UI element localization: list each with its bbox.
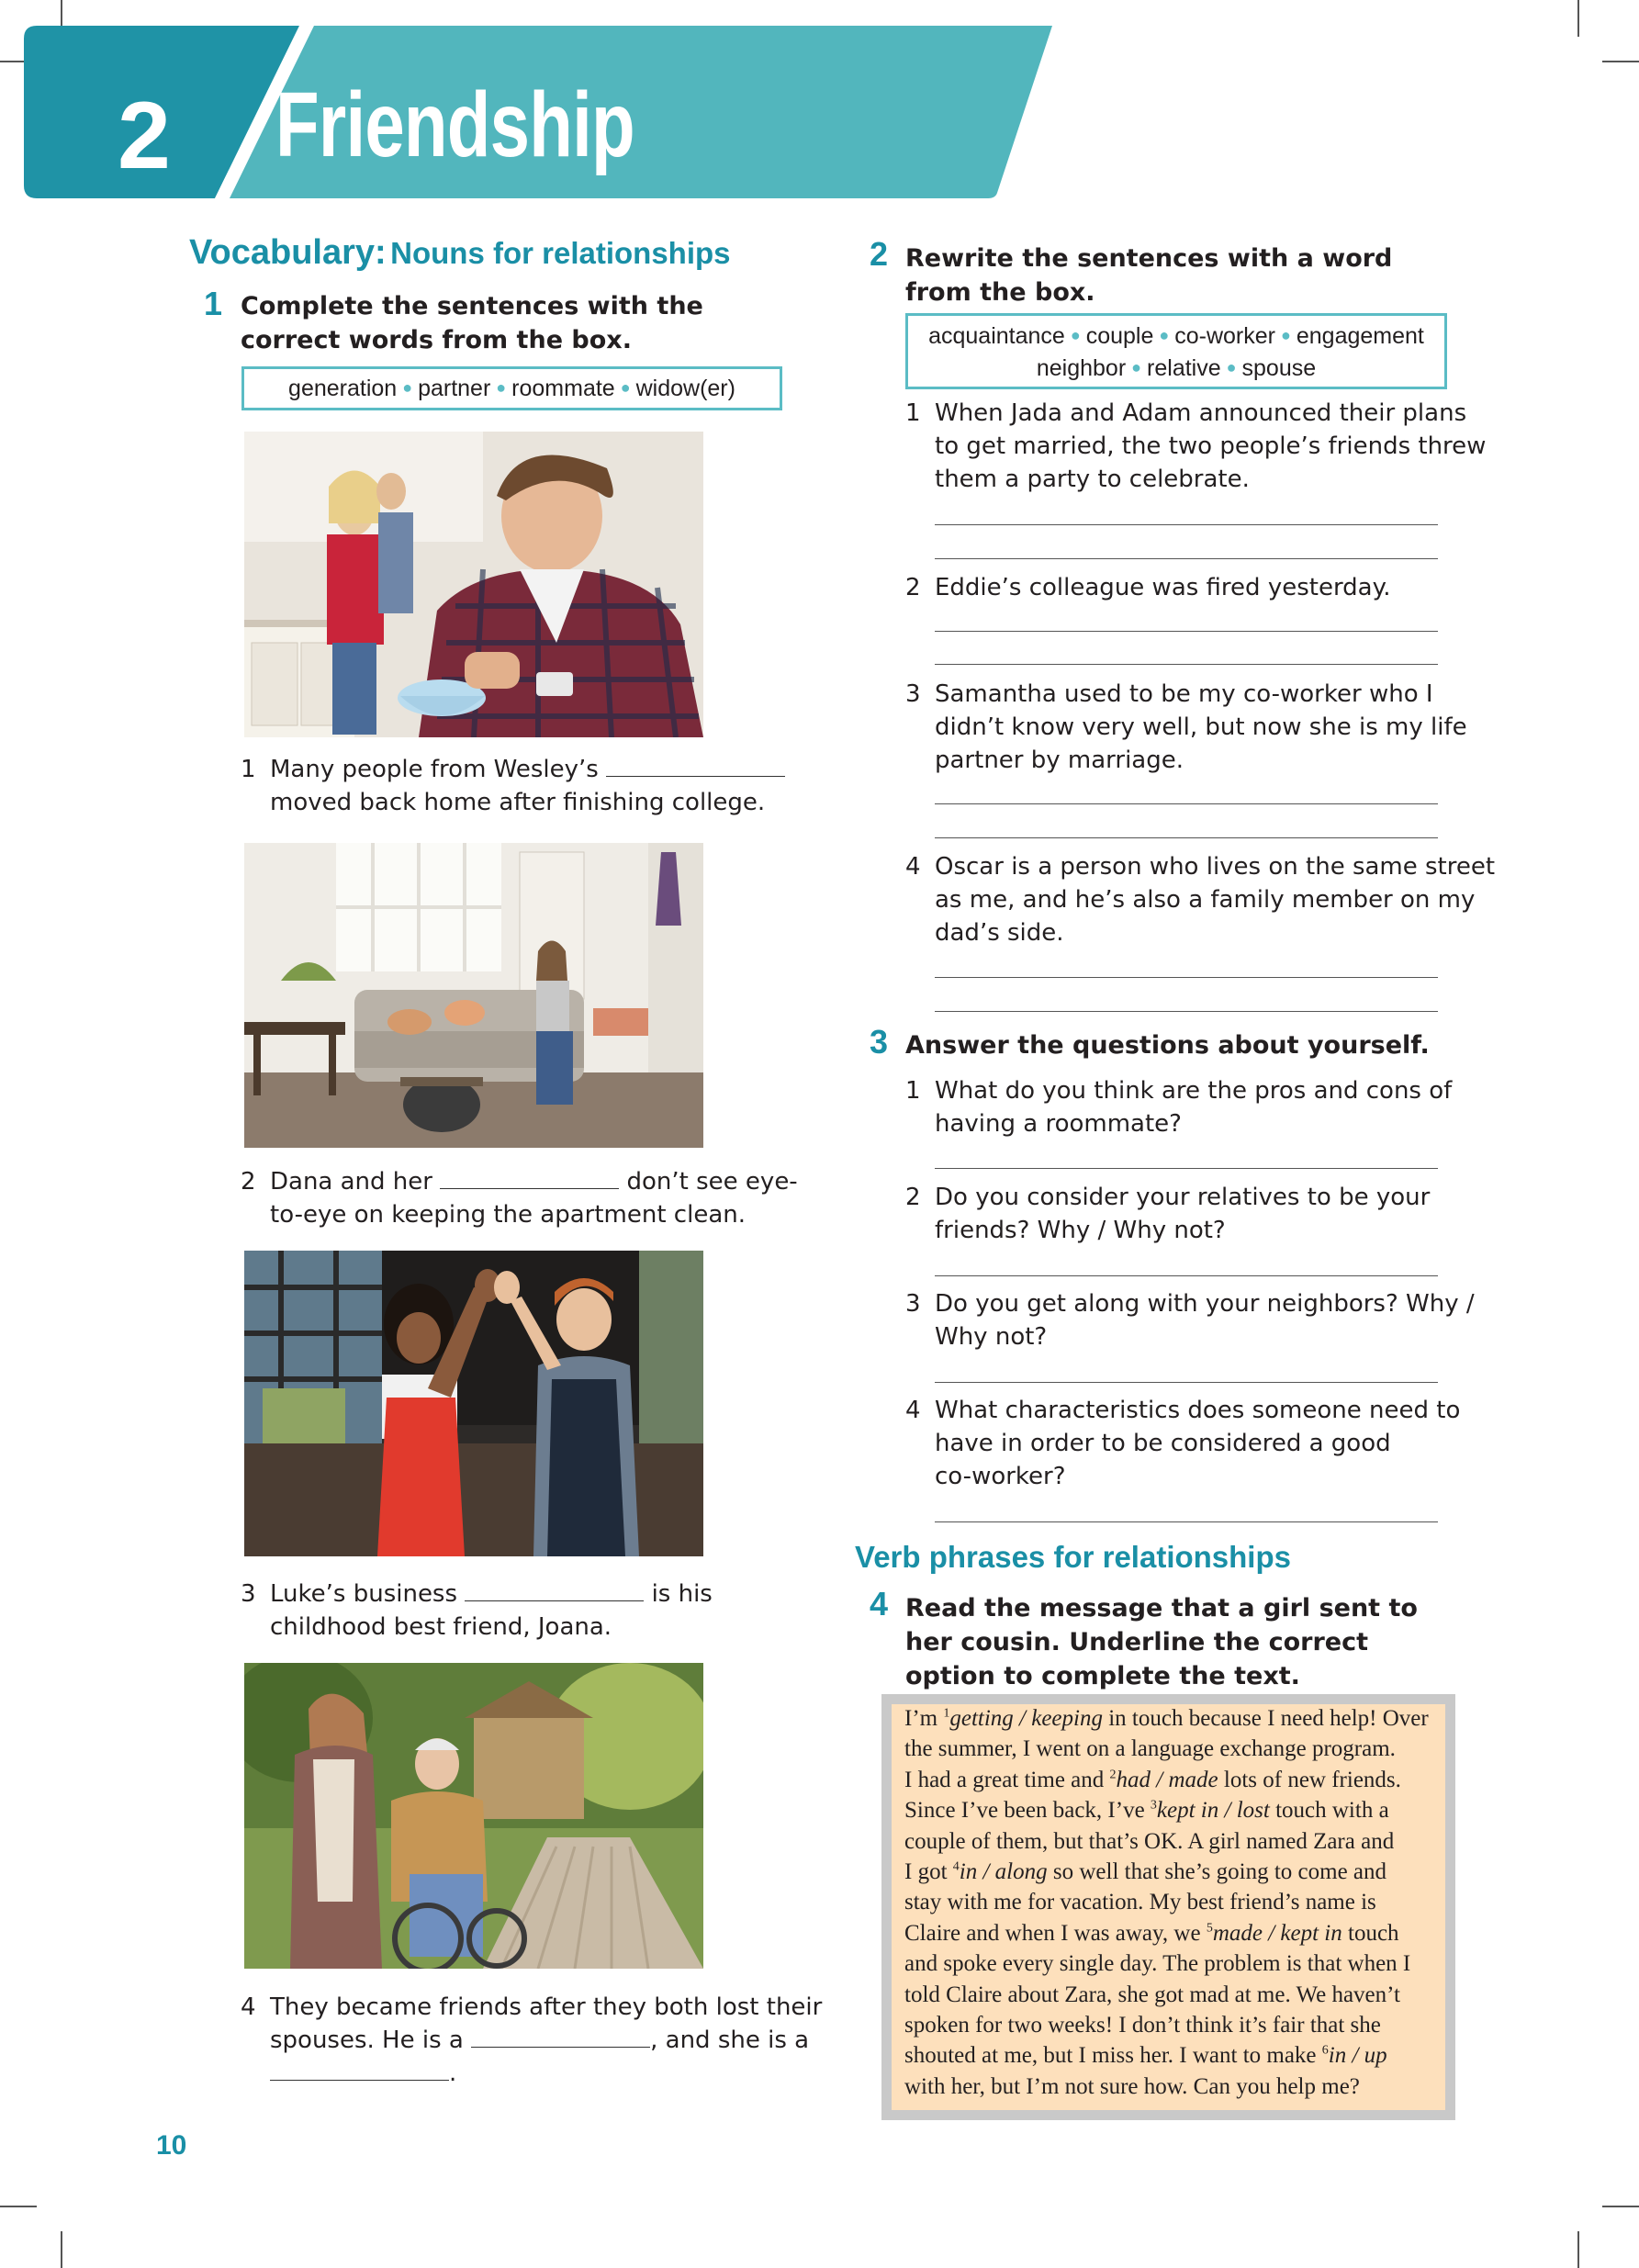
message-segment: the summer, I went on a language exchange program. [904, 1736, 1396, 1762]
message-line [904, 1918, 1446, 1948]
bullet-separator: ● [1159, 326, 1170, 344]
message-line [904, 2072, 1446, 2102]
answer-blank[interactable] [471, 2046, 650, 2048]
word-box-row [908, 321, 1444, 354]
option-choice[interactable]: kept in / lost [1156, 1798, 1270, 1824]
item-number: 2 [241, 1168, 256, 1196]
message-line [904, 1703, 1446, 1734]
bullet-separator: ● [1070, 326, 1081, 344]
item-line: Oscar is a person who lives on the same street [935, 853, 1496, 881]
exercise-number: 1 [204, 285, 223, 322]
crop-mark [0, 2206, 37, 2207]
box-word: generation [288, 376, 398, 401]
bullet-separator: ● [1131, 358, 1142, 376]
item-text [935, 397, 1486, 496]
item-text [935, 571, 1391, 604]
item-text-after: is his [651, 1580, 713, 1608]
item-text [935, 850, 1495, 949]
exercise-2-item-2 [905, 571, 1456, 608]
message-segment: I had a great time and [904, 1767, 1110, 1792]
word-box-row [908, 354, 1444, 386]
item-line: partner by marriage. [935, 747, 1184, 774]
box-word: engagement [1296, 323, 1424, 349]
item-text-after: , and she is a [650, 2027, 810, 2054]
exercise-2-item-3 [905, 678, 1467, 779]
item-line: When Jada and Adam announced their plans [935, 399, 1467, 427]
gap-number: 1 [943, 1706, 950, 1721]
item-text-after-2: childhood best friend, Joana. [270, 1613, 612, 1641]
item-text-before: Many people from Wesley’s [270, 756, 599, 783]
item-number: 1 [241, 756, 256, 783]
message-segment: stay with me for vacation. My best friend’s name is [904, 1890, 1376, 1915]
crop-mark [61, 2231, 62, 2268]
message-line [904, 1734, 1446, 1764]
message-line [904, 1795, 1446, 1825]
photo-kitchen-breakfast [244, 432, 703, 737]
item-text [270, 753, 785, 819]
item-text [935, 678, 1467, 777]
answer-line[interactable] [935, 1521, 1438, 1522]
item-line: Why not? [935, 1323, 1048, 1351]
word-box [241, 366, 782, 410]
item-text [270, 1577, 713, 1644]
answer-blank[interactable] [270, 2079, 449, 2081]
option-choice[interactable]: getting / keeping [949, 1706, 1103, 1731]
message-line [904, 2010, 1446, 2040]
exercise-3-item-1 [905, 1074, 1456, 1142]
exercise-instruction: Complete the sentences with the correct words from the box. [241, 292, 703, 354]
item-number: 2 [905, 574, 921, 601]
item-text-after-2: to-eye on keeping the apartment clean. [270, 1201, 746, 1229]
message-segment: Claire and when I was away, we [904, 1920, 1207, 1946]
box-word: widow(er) [635, 376, 735, 401]
box-word: spouse [1241, 355, 1317, 381]
item-number: 4 [905, 853, 921, 881]
gap-number: 3 [1150, 1798, 1157, 1813]
message-segment: in touch because I need help! Over [1102, 1706, 1429, 1731]
answer-line[interactable] [935, 631, 1438, 632]
message-line [904, 1826, 1446, 1857]
message-segment: so well that she’s going to come and [1047, 1859, 1387, 1885]
answer-line[interactable] [935, 1382, 1438, 1383]
photo-park-wheelchair [244, 1663, 703, 1969]
item-text [935, 1394, 1460, 1493]
exercise-3-item-2 [905, 1181, 1456, 1249]
item-line: What do you think are the pros and cons of [935, 1077, 1453, 1105]
exercise-1-item-4 [241, 1991, 823, 2090]
box-word: relative [1147, 355, 1221, 381]
message-line [904, 1857, 1446, 1887]
item-text [270, 1991, 822, 2090]
gap-number: 2 [1109, 1768, 1117, 1782]
item-text-before: spouses. He is a [270, 2027, 464, 2054]
item-number: 4 [241, 1993, 256, 2021]
message-segment: Since I’ve been back, I’ve [904, 1798, 1151, 1824]
item-line: to get married, the two people’s friends threw [935, 432, 1487, 460]
message-line [904, 1980, 1446, 2010]
answer-line[interactable] [935, 977, 1438, 978]
item-text-end: . [449, 2060, 457, 2087]
answer-line[interactable] [935, 1275, 1438, 1276]
item-line: Samantha used to be my co-worker who I [935, 680, 1433, 708]
message-segment: with her, but I’m not sure how. Can you help me? [904, 2073, 1360, 2099]
answer-blank[interactable] [440, 1187, 619, 1189]
message-line [904, 1948, 1446, 1979]
bullet-separator: ● [1281, 326, 1291, 344]
item-text [935, 1181, 1430, 1247]
answer-line[interactable] [935, 1011, 1438, 1012]
box-word: couple [1085, 323, 1154, 349]
exercise-1-item-3 [241, 1577, 791, 1644]
box-word: neighbor [1036, 355, 1127, 381]
item-line: Do you get along with your neighbors? Why / [935, 1290, 1475, 1318]
item-number: 1 [905, 399, 921, 427]
page-number: 10 [156, 2130, 187, 2161]
answer-line[interactable] [935, 837, 1438, 838]
gap-number: 5 [1206, 1921, 1213, 1936]
answer-line[interactable] [935, 558, 1438, 559]
answer-line[interactable] [935, 1168, 1438, 1169]
answer-blank[interactable] [606, 775, 785, 777]
message-segment: and spoke every single day. The problem is that when I [904, 1951, 1411, 1977]
box-word: acquaintance [928, 323, 1065, 349]
item-text-before: Luke’s business [270, 1580, 458, 1608]
answer-line[interactable] [935, 803, 1438, 804]
item-number: 3 [905, 1290, 921, 1318]
item-line: didn’t know very well, but now she is my life [935, 713, 1467, 741]
item-number: 1 [905, 1077, 921, 1105]
item-text-after: don’t see eye- [626, 1168, 798, 1196]
item-line: friends? Why / Why not? [935, 1217, 1226, 1244]
item-text [935, 1074, 1452, 1140]
exercise-instruction: Read the message that a girl sent to her cousin. Underline the correct option to complete the text. [905, 1594, 1418, 1690]
exercise-3-item-4 [905, 1394, 1461, 1495]
section-heading-sub: Nouns for relationships [390, 236, 731, 270]
exercise-number: 4 [870, 1585, 889, 1622]
item-line: as me, and he’s also a family member on my [935, 886, 1476, 914]
message-line [904, 1887, 1446, 1917]
bullet-separator: ● [620, 378, 631, 397]
gap-number: 4 [952, 1859, 960, 1874]
section-heading-bold: Vocabulary: [189, 233, 387, 272]
item-text-after: moved back home after finishing college. [270, 789, 766, 816]
item-number: 4 [905, 1397, 921, 1424]
section-heading-vocabulary [189, 233, 731, 273]
message-segment: shouted at me, but I miss her. I want to make [904, 2043, 1322, 2069]
answer-blank[interactable] [465, 1600, 644, 1601]
word-box [905, 313, 1447, 389]
exercise-instruction: Answer the questions about yourself. [905, 1031, 1430, 1060]
bullet-separator: ● [1226, 358, 1237, 376]
box-word: roommate [511, 376, 615, 401]
message-segment: touch [1342, 1920, 1399, 1946]
item-text [935, 1287, 1475, 1353]
exercise-2-item-4 [905, 850, 1496, 951]
crop-mark [1577, 0, 1579, 37]
item-text-line-1: They became friends after they both lost their [270, 1993, 823, 2021]
unit-title: Friendship [275, 73, 634, 176]
item-line: Eddie’s colleague was fired yesterday. [935, 574, 1391, 601]
photo-messy-living-room [244, 843, 703, 1148]
exercise-number: 2 [870, 235, 889, 273]
message-segment: lots of new friends. [1218, 1767, 1401, 1792]
exercise-2-item-1 [905, 397, 1487, 498]
crop-mark [1602, 61, 1639, 62]
option-choice[interactable]: made / kept in [1212, 1920, 1342, 1946]
item-line: have in order to be considered a good [935, 1430, 1391, 1457]
message-line [904, 1765, 1446, 1795]
bullet-separator: ● [496, 378, 507, 397]
exercise-1-item-2 [241, 1165, 798, 1231]
crop-mark [1602, 2206, 1639, 2207]
box-word: partner [418, 376, 491, 401]
item-line: Do you consider your relatives to be your [935, 1184, 1431, 1211]
exercise-1-item-1 [241, 753, 791, 819]
item-line: having a roommate? [935, 1110, 1182, 1138]
item-line: them a party to celebrate. [935, 466, 1250, 493]
item-text [270, 1165, 798, 1231]
option-choice[interactable]: in / up [1328, 2043, 1387, 2069]
unit-number: 2 [118, 83, 171, 189]
message-segment: I got [904, 1859, 953, 1885]
message-segment: couple of them, but that’s OK. A girl named Zara and [904, 1828, 1395, 1854]
item-line: co-worker? [935, 1463, 1066, 1490]
exercise-3-item-3 [905, 1287, 1475, 1355]
answer-line[interactable] [935, 524, 1438, 525]
message-text [904, 1703, 1446, 2102]
message-segment: touch with a [1269, 1798, 1389, 1824]
item-number: 2 [905, 1184, 921, 1211]
item-text-before: Dana and her [270, 1168, 432, 1196]
answer-line[interactable] [935, 664, 1438, 665]
item-line: dad’s side. [935, 919, 1064, 947]
message-line [904, 2040, 1446, 2071]
exercise-number: 3 [870, 1023, 889, 1061]
box-word: co-worker [1174, 323, 1275, 349]
item-line: What characteristics does someone need to [935, 1397, 1461, 1424]
message-segment: I’m [904, 1706, 944, 1731]
item-number: 3 [241, 1580, 256, 1608]
item-number: 3 [905, 680, 921, 708]
option-choice[interactable]: in / along [959, 1859, 1048, 1885]
bullet-separator: ● [402, 378, 413, 397]
gap-number: 6 [1321, 2044, 1329, 2059]
message-segment: told Claire about Zara, she got mad at me. We haven’t [904, 1982, 1400, 2007]
message-segment: spoken for two weeks! I don’t think it’s fair that she [904, 2013, 1381, 2038]
photo-business-high-five [244, 1251, 703, 1556]
exercise-instruction: Rewrite the sentences with a word from the box. [905, 244, 1393, 307]
crop-mark [1577, 2231, 1579, 2268]
section-heading-verb-phrases: Verb phrases for relationships [855, 1540, 1291, 1574]
option-choice[interactable]: had / made [1116, 1767, 1218, 1792]
